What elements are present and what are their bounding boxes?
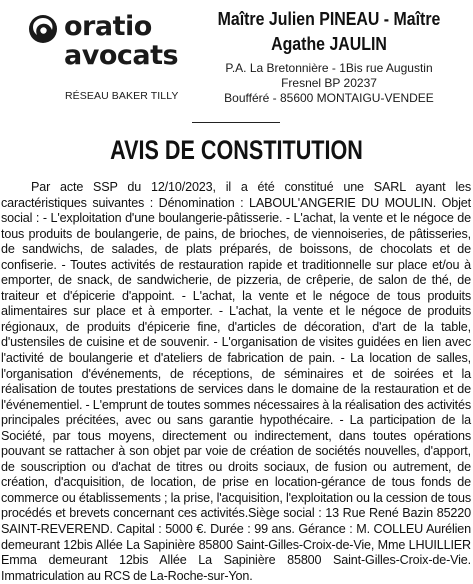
address-line-1: P.A. La Bretonnière - 1Bis rue Augustin	[225, 61, 433, 75]
address-line-3: Boufféré - 85600 MONTAIGU-VENDEE	[224, 91, 434, 105]
oratio-swirl-icon	[28, 14, 58, 44]
address-line-2: Fresnel BP 20237	[281, 76, 377, 90]
notice-title: AVIS DE CONSTITUTION	[110, 135, 363, 165]
logo-subtitle: RÉSEAU BAKER TILLY	[65, 90, 179, 102]
firm-address	[195, 61, 463, 106]
firm-name: Maître Julien PINEAU - Maître Agathe JAULIN	[217, 8, 441, 54]
notice-body: Par acte SSP du 12/10/2023, il a été constitué une SARL ayant les caractéristiques suivantes : Dénomination : LABOUL'ANGERIE DU MOULIN. Objet social : - L'exploitation d'une boulangerie-pâtisserie. - L'achat, la vente et le négoce de tous produits de boulangerie, de pains, de brioches, de viennoiseries, de pâtisseries, de sandwichs, de salades, de plats préparés, de boissons, de chocolats et de confiserie. - Toutes activités de restauration rapide et traditionnelle sur place et/ou à emporter, de snack, de sandwicherie, de pizzeria, de crêperie, de salon de thé, de traiteur et d'épicerie d'appoint. - L'achat, la vente et le négoce de tous produits alimentaires sur place et à emporter. - L'achat, la vente et le négoce de produits régionaux, de produits d'épicerie fine, d'articles de décoration, d'art de la table, d'ustensiles de cuisine et de souvenir. - L'organisation de visites guidées en lien avec l'activité de boulangerie et d'ateliers de fabrication de pain. - La location de salles, l'organisation d'événements, de réceptions, de séminaires et de soirées et la réalisation de toutes prestations de services dans le domaine de la restauration et de l'événementiel. - L'emprunt de toutes sommes nécessaires à la réalisation des activités principales précitées, avec ou sans garantie hypothécaire. - La participation de la Société, par tous moyens, directement ou indirectement, dans toutes opérations pouvant se rattacher à son objet par voie de création de sociétés nouvelles, d'apport, de souscription ou d'achat de titres ou droits sociaux, de fusion ou autrement, de création, d'acquisition, de location, de prise en location-gérance de tous fonds de commerce ou établissements ; la prise, l'acquisition, l'exploitation ou la cession de tous procédés et brevets concernant ces activités.Siège social : 13 Rue René Bazin 85220 SAINT-REVEREND. Capital : 5000 €. Durée : 99 ans. Gérance : M. COLLEU Aurélien demeurant 12bis Allée La Sapinière 85800 Saint-Gilles-Croix-de-Vie, Mme LHUILLIER Emma demeurant 12bis Allée La Sapinière 85800 Saint-Gilles-Croix-de-Vie. Immatriculation au RCS de La-Roche-sur-Yon.	[1, 180, 471, 583]
logo-word-oratio: oratio	[64, 11, 152, 42]
logo-word-avocats: avocats	[64, 40, 179, 71]
separator-rule	[192, 122, 280, 123]
